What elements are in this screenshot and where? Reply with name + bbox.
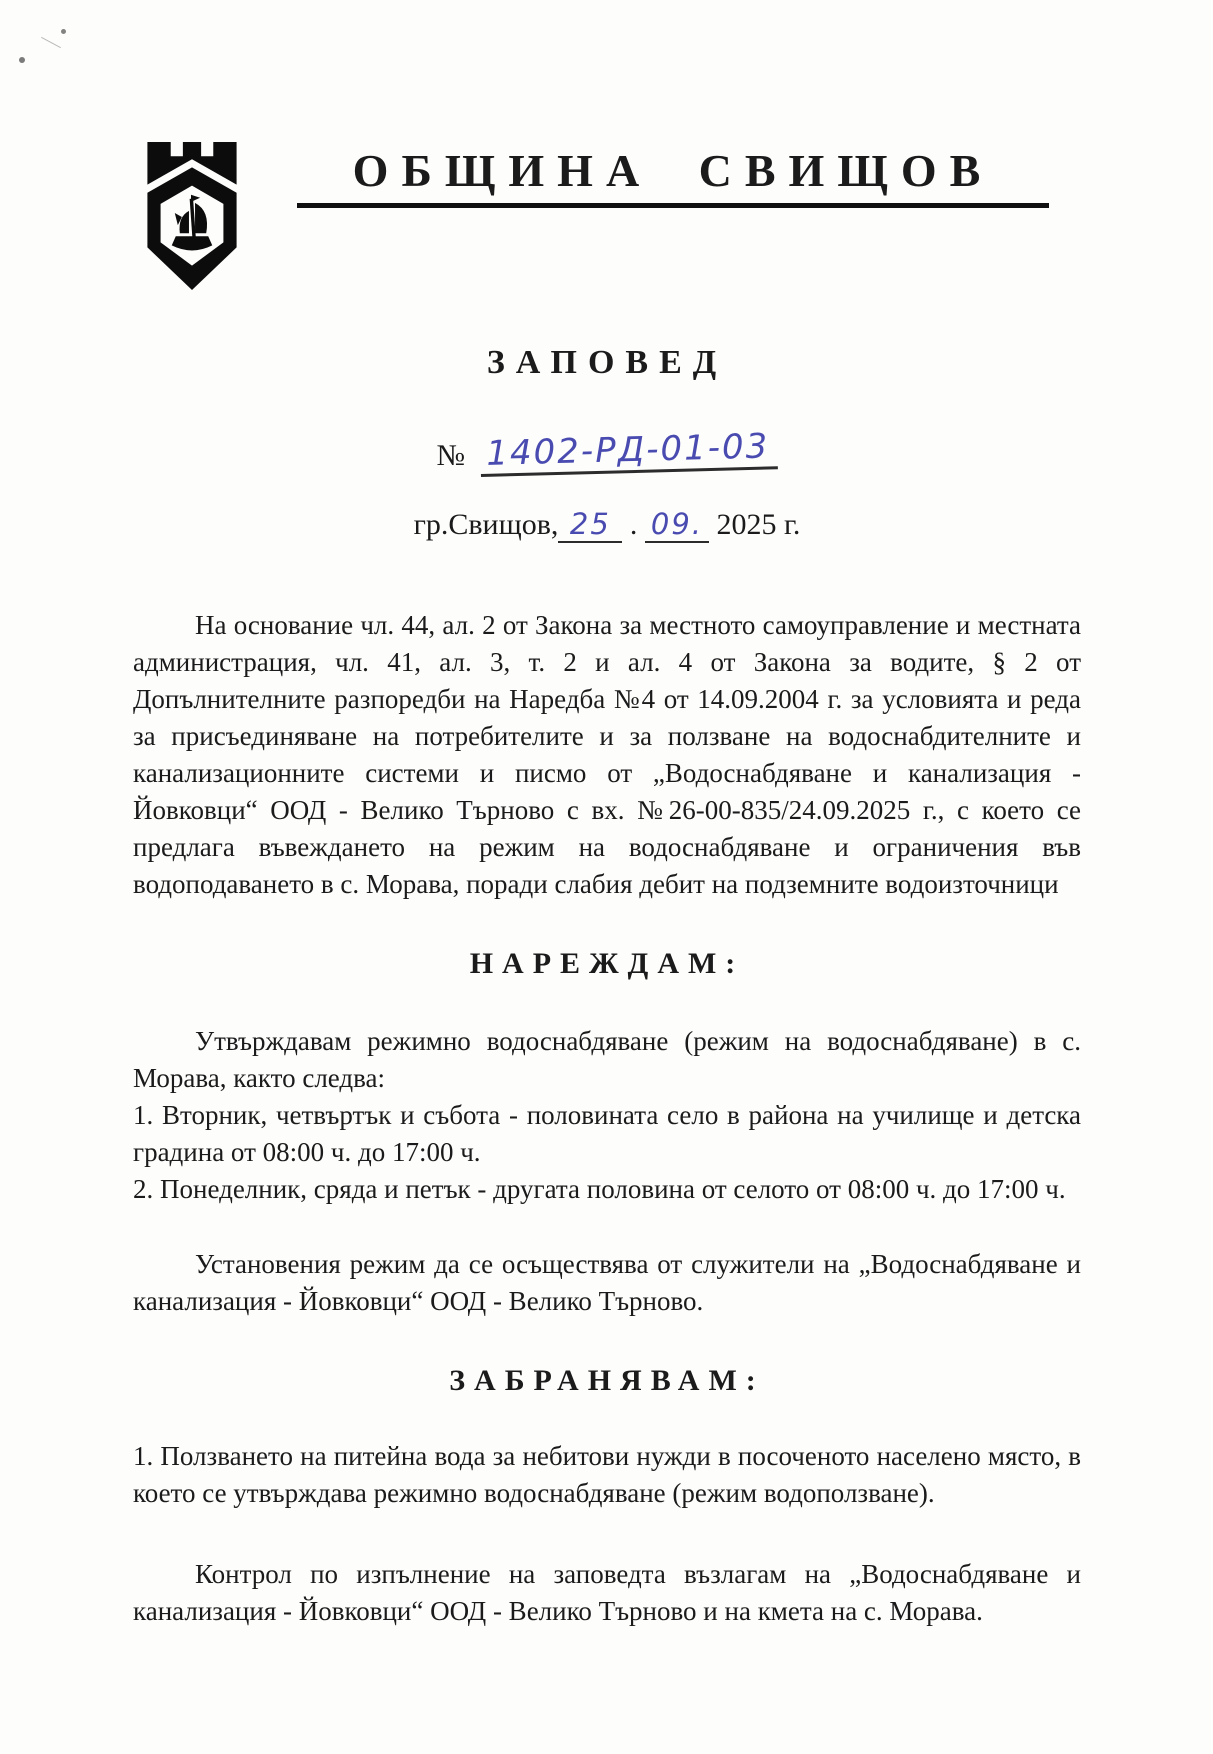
municipality-title: ОБЩИНА СВИЩОВ — [352, 145, 994, 196]
list-item-schedule-1: 1. Вторник, четвъртък и събота - половината село в района на училище и детска градина от 08:00 ч. до 17:00 ч. — [133, 1100, 1081, 1167]
list-item-schedule-2: 2. Понеделник, сряда и петък - другата половина от селото от 08:00 ч. до 17:00 ч. — [133, 1174, 1066, 1204]
order-date-line — [133, 507, 1081, 543]
order-number-line — [133, 426, 1081, 477]
order-number-prefix: № — [436, 439, 466, 472]
paragraph-legal-grounds: На основание чл. 44, ал. 2 от Закона за местното самоуправление и местната администрация, чл. 41, ал. 3, т. 2 и ал. 4 от Закона за водите, § 2 от Допълнителните разпоредби на Наредба №4 от 14.09.2004 г. за условията и реда за присъединяване на потребителите и за ползване на водоснабдителните и канализационните системи и писмо от „Водоснабдяване и канализация - Йовковци“ ООД - Велико Търново с вх. №26-00-835/24.09.2025 г., с което се предлага въвеждането на режим на водоснабдяване и ограничения във водоподаването в с. Морава, поради слабия дебит на подземните водоизточници — [133, 610, 1081, 899]
order-place: гр.Свищов, — [413, 508, 559, 541]
municipality-title-block — [297, 140, 1049, 208]
paragraph-regime-operator: Установения режим да се осъществява от служители на „Водоснабдяване и канализация - Йовковци“ ООД - Велико Търново. — [133, 1249, 1081, 1316]
order-year: 2025 г. — [716, 508, 801, 541]
order-heading: ЗАПОВЕД — [486, 344, 728, 381]
order-day-handwritten: 25 — [558, 507, 622, 543]
order-number-handwritten: 1402-РД-01-03 — [479, 426, 777, 477]
heading-zabranyavam: ЗАБРАНЯВАМ: — [449, 1364, 765, 1397]
scan-artifact-speck — [61, 29, 66, 34]
paragraph-prohibition: 1. Ползването на питейна вода за небитови нужди в посоченото населено място, в което се утвърждава режимно водоснабдяване (режим водоползване). — [133, 1441, 1081, 1508]
paragraph-approve-regime: Утвърждавам режимно водоснабдяване (режим на водоснабдяване) в с. Морава, както следва: — [133, 1026, 1081, 1093]
document-header — [133, 140, 1081, 292]
date-separator: . — [629, 508, 638, 541]
heading-narezhdam: НАРЕЖДАМ: — [469, 947, 745, 980]
order-month-handwritten: 09. — [645, 507, 709, 543]
paragraph-control: Контрол по изпълнение на заповедта възлагам на „Водоснабдяване и канализация - Йовковци“ ООД - Велико Търново и на кмета на с. Морава. — [133, 1559, 1081, 1626]
scan-artifact-speck — [19, 57, 25, 63]
svishtov-coat-of-arms-icon — [139, 140, 245, 292]
